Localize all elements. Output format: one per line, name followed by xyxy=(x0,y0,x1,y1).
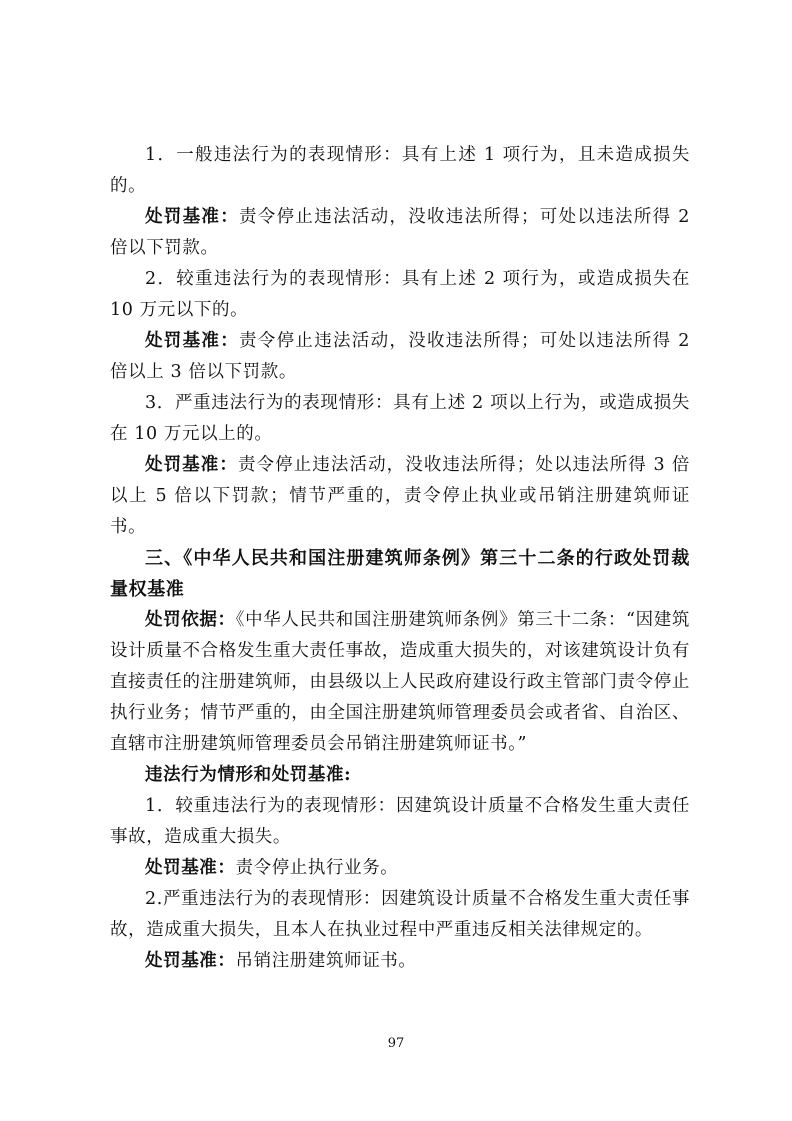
paragraph-8: 处罚基准：责令停止执行业务。 xyxy=(145,858,399,878)
paragraph-7: 1．较重违法行为的表现情形：因建筑设计质量不合格发生重大责任事故，造成重大损失。 xyxy=(110,796,690,847)
paragraph-1: 1．一般违法行为的表现情形：具有上述 1 项行为，且未造成损失的。 xyxy=(110,145,690,196)
section-heading: 三、《中华人民共和国注册建筑师条例》第三十二条的行政处罚裁量权基准 xyxy=(110,548,690,600)
paragraph-3: 2．较重违法行为的表现情形：具有上述 2 项行为，或造成损失在 10 万元以下的。 xyxy=(110,269,690,320)
paragraph-10: 处罚基准：吊销注册建筑师证书。 xyxy=(145,951,417,971)
paragraph-9: 2.严重违法行为的表现情形：因建筑设计质量不合格发生重大责任事故，造成重大损失，且本人在执业过程中严重违反相关法律规定的。 xyxy=(110,889,690,940)
paragraph-4: 处罚基准：责令停止违法活动，没收违法所得；可处以违法所得 2 倍以上 3 倍以下罚款。 xyxy=(110,331,690,382)
paragraph-basis: 处罚依据：《中华人民共和国注册建筑师条例》第三十二条：“因建筑设计质量不合格发生重大责任事故，造成重大损失的，对该建筑设计负有直接责任的注册建筑师，由县级以上人民政府建设行政主管部门责令停止执行业务；情节严重的，由全国注册建筑师管理委员会或者省、自治区、直辖市注册建筑师管理委员会吊销注册建筑师证书。” xyxy=(110,610,691,754)
paragraph-5: 3．严重违法行为的表现情形：具有上述 2 项以上行为，或造成损失在 10 万元以上的。 xyxy=(110,393,690,444)
paragraph-6: 处罚基准：责令停止违法活动，没收违法所得；处以违法所得 3 倍以上 5 倍以下罚款；情节严重的，责令停止执业或吊销注册建筑师证书。 xyxy=(110,455,691,537)
page-number: 97 xyxy=(387,1036,405,1051)
paragraph-subheading: 违法行为情形和处罚基准: xyxy=(145,765,352,785)
paragraph-2: 处罚基准：责令停止违法活动，没收违法所得；可处以违法所得 2 倍以下罚款。 xyxy=(110,207,690,258)
